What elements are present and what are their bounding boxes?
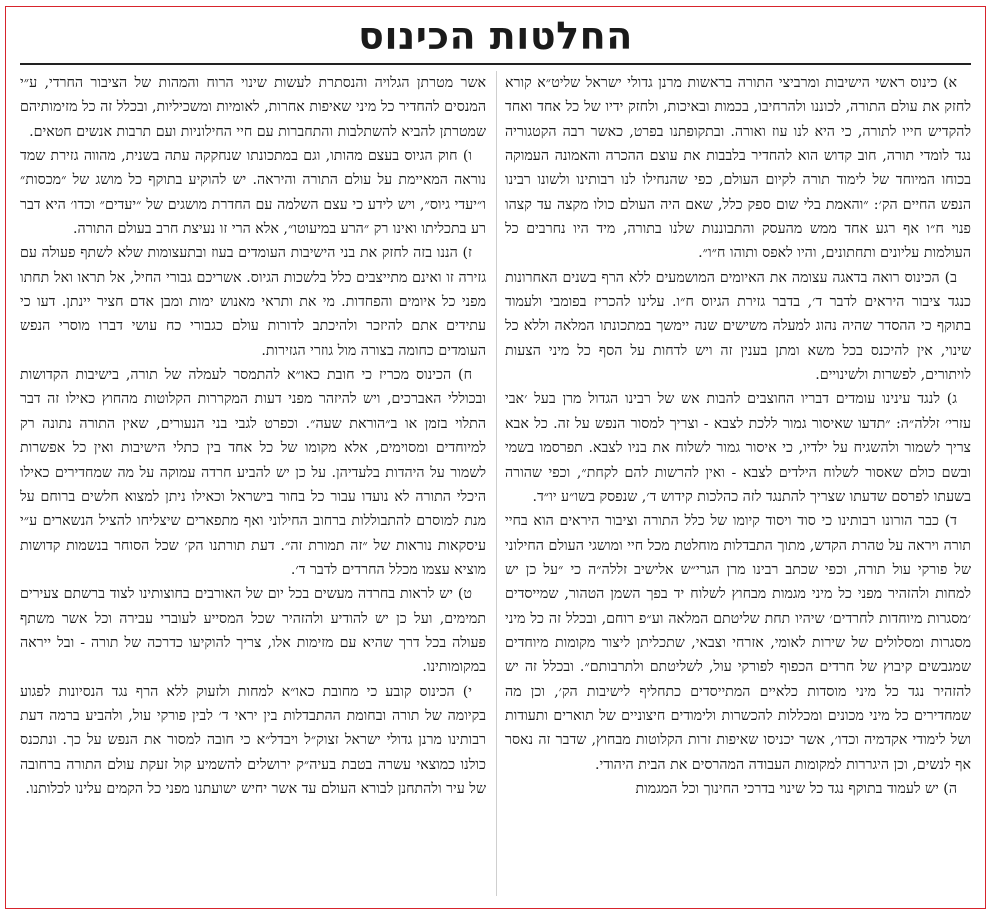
- resolution-paragraph: ד) כבר הורונו רבותינו כי סוד ויסוד קיומו של כלל התורה וציבור היראים הוא בחיי תורה ויראה על טהרת הקדש, מתוך התבדלות מוחלטת מכל חיי ומושגי העולם החילוני של פורקי עול תורה, וכפי שכתב רבינו מרן הגרי״ש אלישיב זללה״ה כי ״על כן יש למחות ולהזהיר מפני כל מיני מגמות מבחוץ לשלוח יד בפך השמן הטהור, שמייסדים ׳מסגרות מיוחדות לחרדים׳ שיהיו תחת שליטתם המלאה וע״פ רוחם, ובכלל זה כל מיני מסגרות ומסלולים של שירות לאומי, אזרחי וצבאי, שתכליתן ליצור מקומות מיוחדים שמגבשים קיבוץ של חרדים הכפוף לפורקי עול, לשליטתם ולתרבותם״. ובכלל זה יש להזהיר נגד כל מיני מוסדות כלאיים המתייסדים כתחליף לישיבות הק׳, וכן מה שמחדירים כל מיני מכונים ומכללות להכשרות ולימודים חיצוניים של תוארים ותעודות ושל לימודי אקדמיה וכדו׳, אשר יכניסו שאיפות זרות הקלוטות מבחוץ, שדבר זה נאסר אף לנשים, וכן היגררות למקומות העבודה המהרסים את הבית היהודי.: [505, 513, 971, 773]
- resolution-paragraph: ו) חוק הגיוס בעצם מהותו, וגם במתכונתו שנחקקה עתה בשנית, מהווה גזירת שמד נוראה המאיימת על עולם התורה והיראה. יש להוקיע בתוקף כל מושג של ״מכסות״ ו״יעדי גיוס״, ויש לידע כי עצם השלמה עם החדרת מושגים של ״יעדים״ וכדו׳ היא דבר רע בתכליתו ואינו רק ״הרע במיעוטו״, אלא הרי זו נעיצת חרב בעולם התורה.: [20, 148, 486, 238]
- resolution-paragraph: י) הכינוס קובע כי מחובת כאו״א למחות ולזעוק ללא הרף נגד הנסיונות לפגוע בקיומה של תורה ובחומת ההתבדלות בין יראי ד׳ לבין פורקי עול, ולהביע ברמה דעת רבותינו מרנן גדולי ישראל זצוק״ל ויבדל״א כי חובה למסור את הנפש על כך. ונתכנס כולנו כמוצאי עשרה בטבת בעיה״ק ירושלים להשמיע קול זעקת עולם התורה ברחובה של עיר ולהתחנן לבורא העולם עד אשר יחיש ישועתנו מפני כל הקמים עלינו לכלותנו.: [20, 683, 486, 797]
- resolution-paragraph: ג) לנגד עינינו עומדים דבריו החוצבים להבות אש של רבינו הגדול מרן בעל ׳אבי עזרי׳ זללה״ה: ״תדעו שאיסור גמור ללכת לצבא - וצריך למסור הנפש על זה. כל אבא צריך לשמור ולהשגיח על ילדיו, כי איסור גמור לשלוח את בניו לצבא. תפרסמו בשמי ובשם כולם שאסור לשלוח הילדים לצבא - ואין להרשות להם לקחת״, וכפי שהורה בשעתו לפרסם שדעתו שצריך להתנגד לזה כהלכות קידוש ד׳, שנפסק בשו״ע יו״ד.: [505, 391, 971, 505]
- resolution-paragraph: אשר מטרתן הגלויה והנסתרת לעשות שינוי הרוח והמהות של הציבור החרדי, ע״י המנסים להחדיר כל מיני שאיפות אחרות, לאומיות ומשכיליות, ובכלל זה כל מזימותיהם שמטרתן להביא להשתלבות והתחברות עם חיי החילוניות ועם תרבות אנשים חטאים.: [20, 75, 486, 140]
- resolution-paragraph: ה) יש לעמוד בתוקף נגד כל שינוי בדרכי החינוך וכל המגמות: [635, 780, 957, 797]
- resolution-paragraph: א) כינוס ראשי הישיבות ומרביצי התורה בראשות מרנן גדולי ישראל שליט״א קורא לחזק את עולם התורה, לכוננו ולהרחיבו, בכמות ובאיכות, ולחזק ידיו של כל אחד ואחד להקדיש חייו לתורה, כי היא לנו עוז ואורה. ובתקופתנו בפרט, כאשר רבה הקטגוריה נגד לומדי תורה, חוב קדוש הוא להחדיר בלבבות את עוצם ההכרה והאמונה העמוקה בכוחו המיוחד של לימוד תורה לקיום העולם, כפי שהנחילו לנו רבותינו ולשונו רבינו הנפש החיים הק׳: ״והאמת בלי שום ספק כלל, שאם היה העולם כולו מקצה עד קצהו פנוי ח״ו אף רגע אחד ממש מהעסק והתבוננות שלנו בתורה, מיד היו נחרבים כל העולמות עליונים ותחתונים, והיו לאפס ותוהו ח״ו״.: [505, 75, 971, 262]
- column-divider: [496, 71, 497, 896]
- resolution-paragraph: ט) יש לראות בחרדה מעשים בכל יום של האורבים בחוצותינו לצוד ברשתם צעירים תמימים, ועל כן יש להודיע ולהזהיר שכל המסייע לעוברי עבירה וכל אשר משתף פעולה בכל דרך שהיא עם מזימות אלו, צריך להוקיעו כדרכה של תורה - ובל ייראה במקומותינו.: [20, 586, 486, 676]
- resolution-paragraph: ז) הננו בזה לחזק את בני הישיבות העומדים בעוז ובתעצומות שלא לשתף פעולה עם גזירה זו ואינם מתייצבים כלל בלשכות הגיוס. אשריכם גבורי החיל, אל תראו ואל תחתו מפני כל איומים והפחדות. מי את ותראי מאנוש ימות ומבן אדם חציר יינתן. דעו כי עתידים אתם להיזכר ולהיכתב לדורות עולם כגבורי כח עושי דברו מוסרי הנפש העומדים כחומה בצורה מול גוזרי הגזירות.: [20, 245, 486, 359]
- resolution-paragraph: ב) הכינוס רואה בדאגה עצומה את האיומים המושמעים ללא הרף בשנים האחרונות כנגד ציבור היראים לדבר ד׳, בדבר גזירת הגיוס ח״ו. עלינו להכריז בפומבי ולעמוד בתוקף כי ההסדר שהיה נהוג למעלה משישים שנה יימשך במתכונתו המלאה וללא כל שינוי, אין להיכנס בכל משא ומתן בענין זה ויש לדחות על הסף כל מיני הצעות לויתורים, לפשרות ולשינויים.: [505, 269, 971, 384]
- document-page: [5, 6, 986, 909]
- right-column: [505, 71, 971, 898]
- page-title: החלטות הכינוס: [358, 14, 633, 58]
- left-column: [20, 71, 486, 898]
- title-underline: [20, 63, 971, 65]
- resolution-paragraph: ח) הכינוס מכריז כי חובת כאו״א להתמסר לעמלה של תורה, בישיבות הקדושות ובכוללי האברכים, ויש להיזהר מפני דעות המקררות הקלוטות מהחוץ כאילו זה דבר התלוי בזמן או ב״הוראת שעה״. וכפרט לגבי בני הנעורים, שאין התורה נתונה רק למיוחדים ומסוימים, אלא מקומו של כל אחד בין כתלי הישיבות ואין כל אפשרות לשמור על היהדות בלעדיהן. על כן יש להביע חרדה עמוקה על מה שמחדירים כאילו היכלי התורה לא נועדו עבור כל בחור בישראל וכאילו ניתן למצוא חלשים ברוחם על מנת למוסרם להתבוללות ברחוב החילוני ואף מתפארים שיצליחו להציל הנשארים ע״י עיסקאות נוראות של ״זה תמורת זה״. דעת תורתנו הק׳ שכל הסוחר בנשמות קדושות מוציא עצמו מכלל החרדים לדבר ד׳.: [20, 367, 486, 578]
